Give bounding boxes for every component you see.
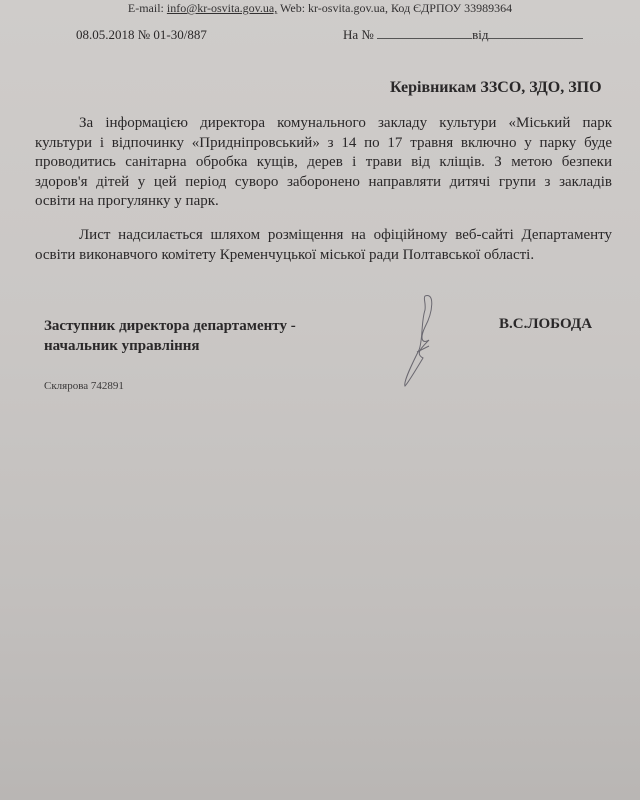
letterhead-contacts	[0, 1, 640, 15]
ref-date-blank	[488, 27, 583, 39]
from-label: від	[472, 27, 489, 42]
paragraph-1	[35, 114, 612, 212]
paragraph-line: освіти виконавчого комітету Кременчуцької міської ради Полтавської області.	[35, 246, 535, 263]
paragraph-line: здоров'я дітей у цей період суворо заборонено направляти дитячі групи з закладів	[35, 173, 612, 190]
addressee: Керівникам ЗЗСО, ЗДО, ЗПО	[390, 79, 602, 96]
outgoing-date-number: 08.05.2018 № 01-30/887	[76, 27, 207, 42]
paragraph-line: За інформацією директора комунального закладу культури «Міський парк	[79, 115, 612, 131]
paragraph-line: культури і відпочинку «Придніпровський» з 14 по 17 травня включно у парку буде	[35, 134, 612, 151]
executor-contact: Склярова 742891	[44, 380, 124, 392]
ref-number-blank	[377, 27, 472, 39]
paragraph-line: Лист надсилається шляхом розміщення на офіційному веб-сайті Департаменту	[79, 227, 612, 243]
email-label: E-mail:	[127, 1, 164, 15]
signatory-name: В.С.ЛОБОДА	[499, 316, 593, 332]
paragraph-line: освіти на прогулянку у парк.	[35, 193, 219, 210]
paragraph-line: проводитись санітарна обробка кущів, дерев і трави від кліщів. З метою безпеки	[35, 154, 612, 171]
signatory-title-line: Заступник директора департаменту -	[44, 318, 296, 334]
ref-label: На №	[343, 27, 374, 42]
signatory-title-line: начальник управління	[44, 338, 200, 354]
email-link: info@kr-osvita.gov.ua,	[166, 1, 278, 15]
web-and-code: Web: kr-osvita.gov.ua, Код ЄДРПОУ 33989364	[280, 1, 513, 15]
paragraph-2	[35, 226, 612, 265]
handwritten-signature	[395, 292, 445, 392]
incoming-reference	[343, 27, 583, 43]
signatory-title	[44, 316, 296, 356]
